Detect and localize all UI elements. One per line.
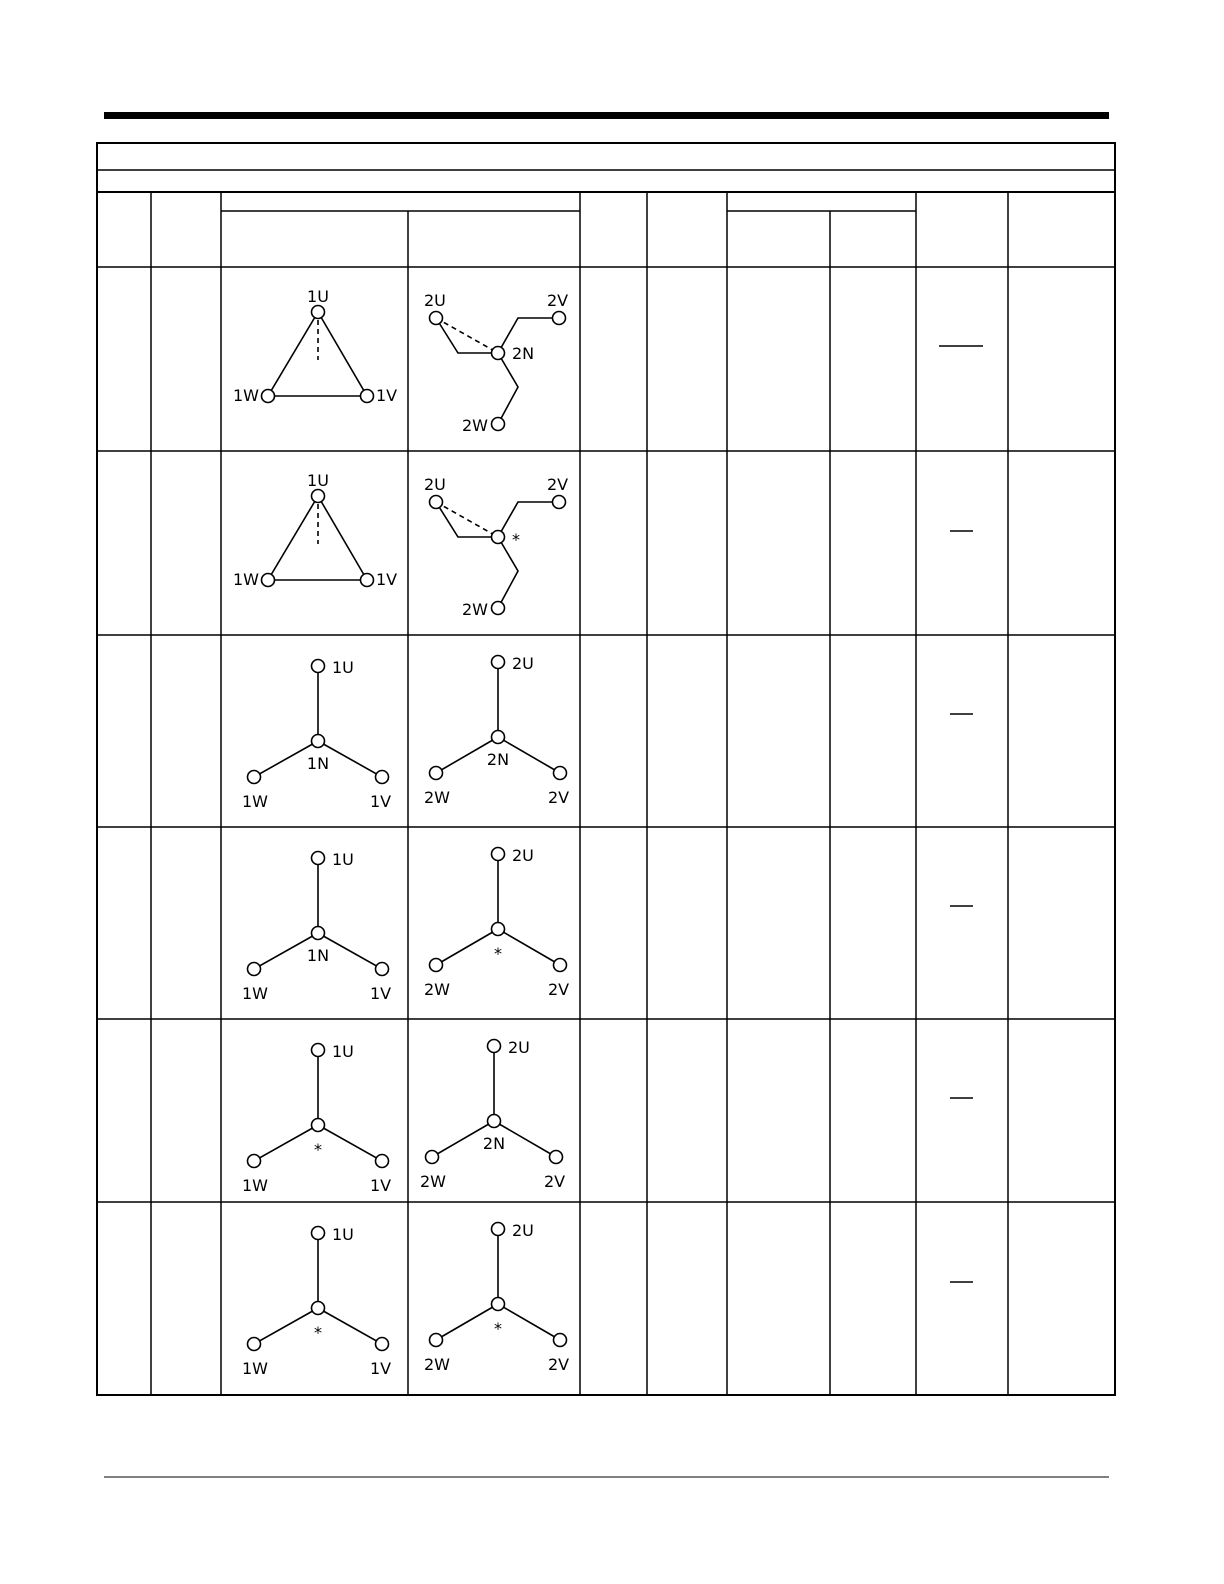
terminal-label: 1V [370,984,392,1003]
terminal-circle [376,963,389,976]
lv-winding-diagram [424,291,568,435]
terminal-circle [248,1155,261,1168]
terminal-circle [426,1151,439,1164]
terminal-label: 2V [548,788,570,807]
terminal-label: 2V [548,980,570,999]
lv-winding-diagram [424,654,569,807]
winding-line [318,1308,382,1344]
hv-winding-diagram [233,471,397,589]
winding-line [318,496,367,580]
terminal-label: 2W [424,1355,450,1374]
terminal-label: 2U [508,1038,530,1057]
terminal-label: 1W [242,1359,268,1378]
terminal-circle [554,959,567,972]
winding-line [318,1125,382,1161]
terminal-label: 1V [370,1359,392,1378]
winding-line [498,929,560,965]
dashed-line [436,318,498,353]
terminal-circle [312,306,325,319]
terminal-label: * [494,944,502,963]
winding-line [498,502,559,537]
terminal-label: 2W [462,416,488,435]
terminal-circle [361,574,374,587]
terminal-label: * [512,530,520,549]
dashed-line [436,502,498,537]
terminal-label: 1W [242,792,268,811]
winding-line [436,929,498,965]
terminal-circle [262,574,275,587]
terminal-label: 2N [482,1134,506,1153]
terminal-label: 2U [512,846,534,865]
lv-winding-diagram [424,846,569,999]
terminal-label: 2N [486,750,510,769]
terminal-label: 1V [370,1176,392,1195]
terminal-label: 1V [370,792,392,811]
terminal-label: * [494,1319,502,1338]
terminal-circle [312,660,325,673]
terminal-circle [248,771,261,784]
terminal-circle [312,490,325,503]
terminal-circle [430,312,443,325]
header-rule [104,112,1109,119]
lv-winding-diagram [424,475,568,619]
terminal-circle [488,1040,501,1053]
terminal-label: * [314,1140,322,1159]
terminal-label: 1W [233,386,259,405]
hv-winding-diagram [233,287,397,405]
terminal-circle [312,927,325,940]
terminal-circle [553,496,566,509]
terminal-circle [312,735,325,748]
terminal-label: 1W [242,1176,268,1195]
lv-winding-diagram [420,1038,565,1191]
diagram-row-2 [233,471,568,619]
terminal-circle [492,848,505,861]
terminal-circle [248,963,261,976]
terminal-label: 2W [424,980,450,999]
winding-line [436,1304,498,1340]
terminal-circle [376,1155,389,1168]
terminal-circle [492,347,505,360]
terminal-label: 2N [512,344,535,363]
terminal-circle [554,767,567,780]
terminal-circle [553,312,566,325]
terminal-circle [430,959,443,972]
column-dividers [151,192,1008,1395]
winding-line [498,1304,560,1340]
terminal-circle [550,1151,563,1164]
terminal-circle [361,390,374,403]
terminal-circle [430,496,443,509]
terminal-circle [376,1338,389,1351]
diagram-row-3 [242,654,569,811]
terminal-circle [262,390,275,403]
terminal-label: 1U [307,471,329,490]
terminal-label: 1U [332,1225,354,1244]
terminal-circle [376,771,389,784]
terminal-label: 2W [462,600,488,619]
winding-line [318,312,367,396]
terminal-circle [312,1227,325,1240]
lv-winding-diagram [424,1221,569,1374]
terminal-circle [492,531,505,544]
diagram-row-4 [242,846,569,1003]
terminal-circle [492,602,505,615]
terminal-circle [312,1044,325,1057]
hv-winding-diagram [242,658,391,811]
terminal-circle [492,731,505,744]
terminal-label: 2U [424,475,446,494]
terminal-circle [430,1334,443,1347]
terminal-label: 2U [512,1221,534,1240]
connection-table [97,143,1115,1395]
row-dividers [97,267,1115,1202]
terminal-label: 2U [512,654,534,673]
winding-line [268,312,318,396]
terminal-label: 1N [306,946,330,965]
terminal-circle [492,923,505,936]
terminal-circle [312,1119,325,1132]
terminal-circle [492,418,505,431]
terminal-circle [492,1223,505,1236]
terminal-label: 2U [424,291,446,310]
terminal-label: 2V [548,1355,570,1374]
terminal-circle [430,767,443,780]
terminal-label: 2V [547,291,569,310]
terminal-circle [554,1334,567,1347]
fraction-bars [939,346,983,1282]
terminal-label: 2V [547,475,569,494]
winding-line [268,496,318,580]
terminal-circle [312,852,325,865]
terminal-label: 2W [420,1172,446,1191]
terminal-label: 1N [306,754,330,773]
terminal-label: 1U [332,1042,354,1061]
terminal-label: 1V [376,570,398,589]
winding-line [254,1125,318,1161]
diagram-row-1 [233,287,568,435]
terminal-label: 2V [544,1172,566,1191]
terminal-label: 1U [332,850,354,869]
hv-winding-diagram [242,850,391,1003]
terminal-circle [248,1338,261,1351]
terminal-label: 1U [307,287,329,306]
terminal-label: * [314,1323,322,1342]
terminal-circle [492,1298,505,1311]
table-border [97,143,1115,1395]
terminal-label: 2W [424,788,450,807]
winding-line [254,1308,318,1344]
hv-winding-diagram [242,1225,391,1378]
terminal-label: 1W [233,570,259,589]
terminal-circle [488,1115,501,1128]
terminal-circle [312,1302,325,1315]
terminal-circle [492,656,505,669]
terminal-label: 1U [332,658,354,677]
diagram-row-6 [242,1221,569,1378]
winding-line [498,353,518,424]
terminal-label: 1V [376,386,398,405]
diagram-row-5 [242,1038,565,1195]
terminal-label: 1W [242,984,268,1003]
hv-winding-diagram [242,1042,391,1195]
